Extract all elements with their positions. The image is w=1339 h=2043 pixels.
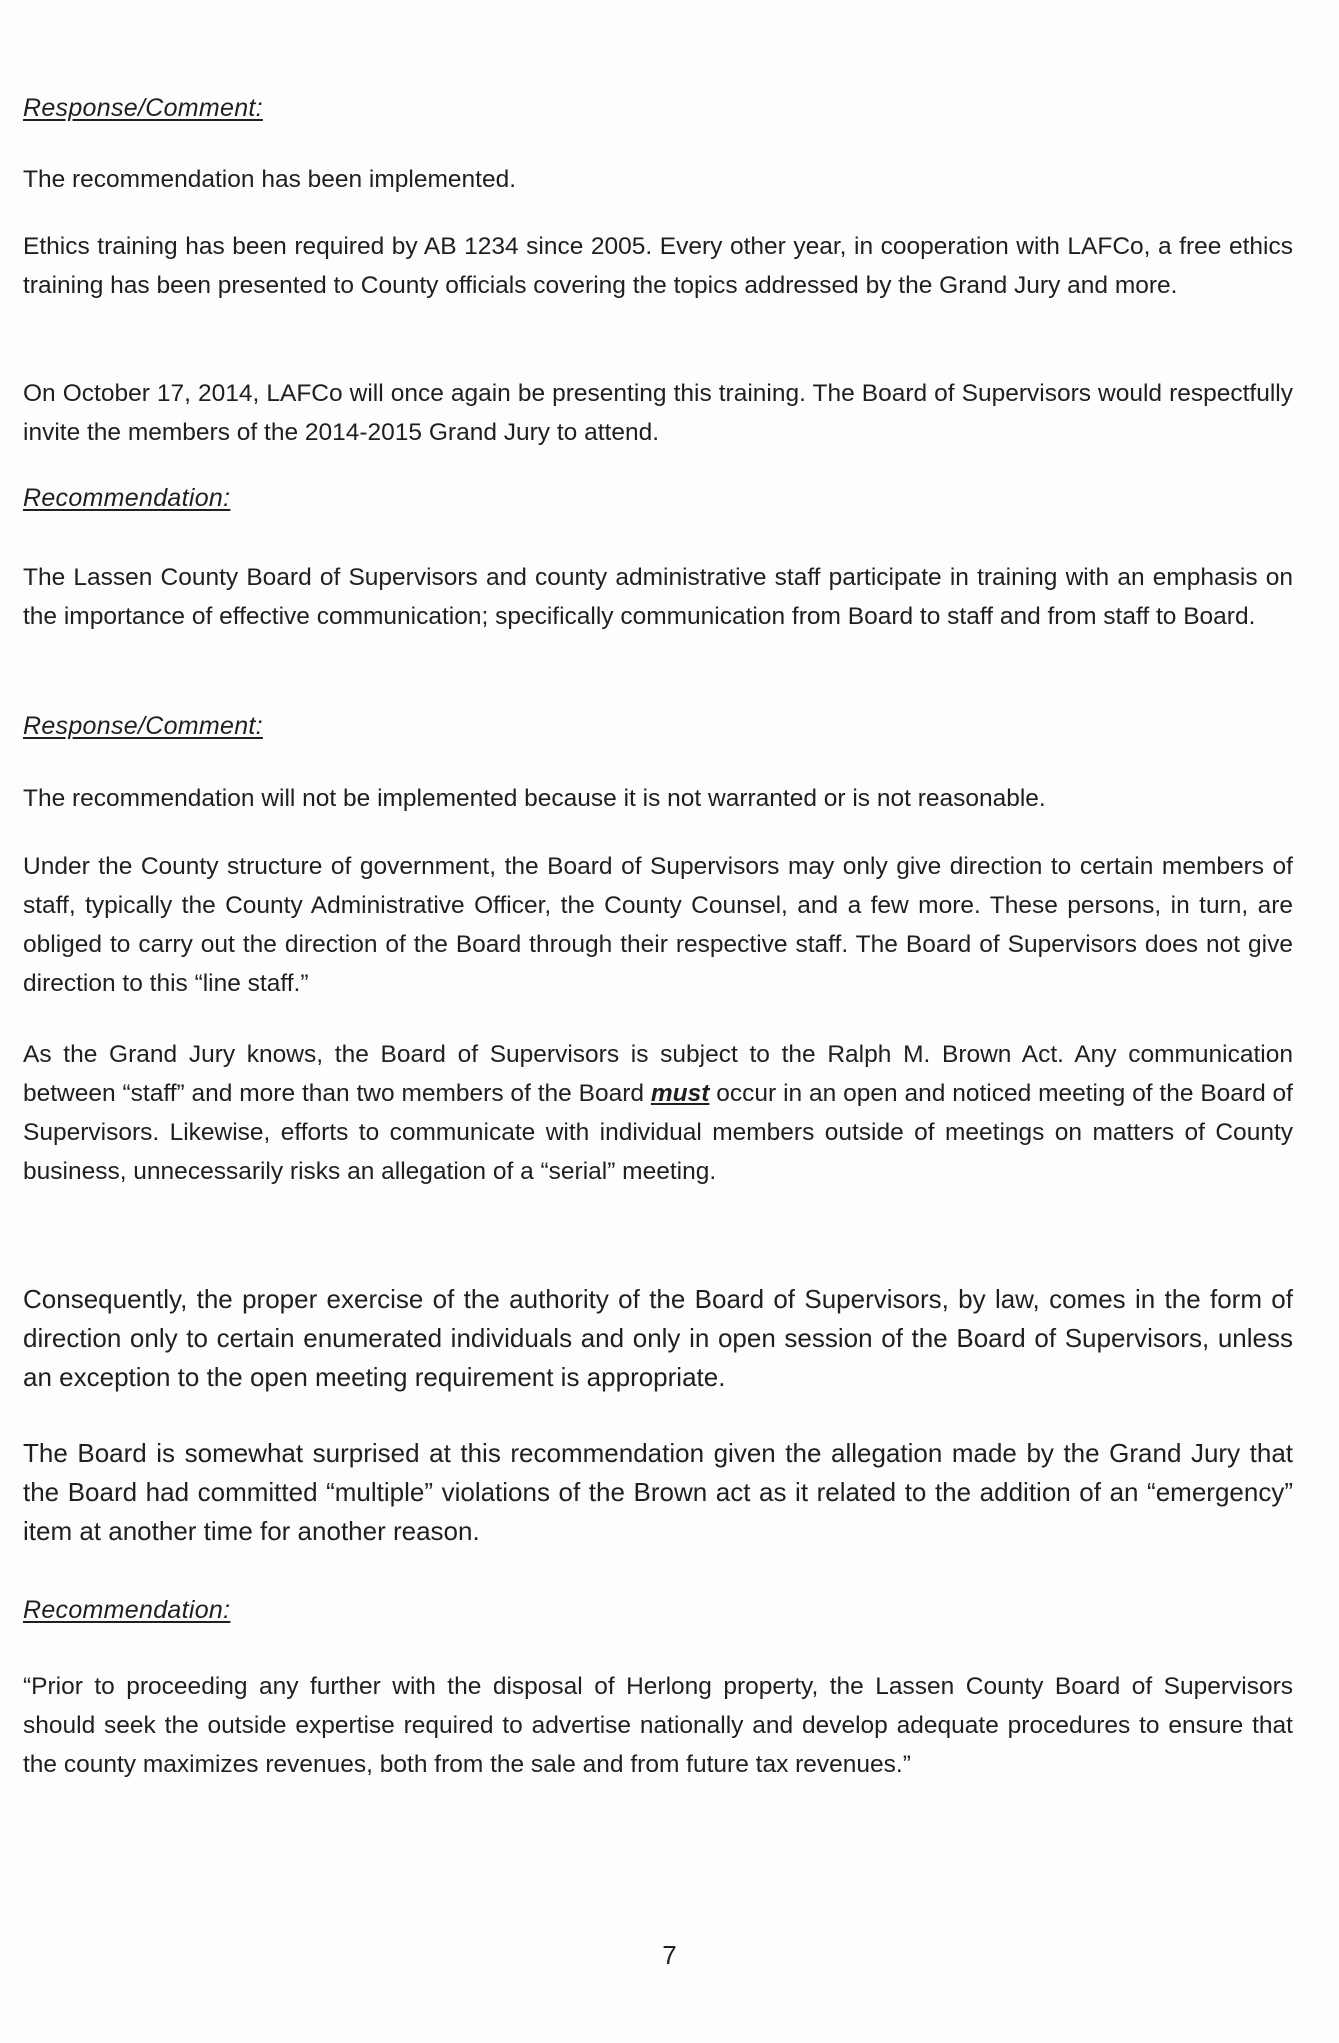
paragraph-not-implemented: The recommendation will not be implemented because it is not warranted or is not reasonable. (23, 785, 1046, 812)
recommendation-heading-2: Recommendation: (23, 1596, 231, 1624)
paragraph-board-surprised: The Board is somewhat surprised at this recommendation given the allegation made by the Grand Jury that the Board had committed “multiple” violations of the Brown act as it related to the addition of an “emergency” item at another time for another reason. (23, 1438, 1293, 1546)
paragraph-herlong-property: “Prior to proceeding any further with the disposal of Herlong property, the Lassen County Board of Supervisors should seek the outside expertise required to advertise nationally and develop adequate procedures to ensure that the county maximizes revenues, both from the sale and from future tax revenues.” (23, 1673, 1293, 1778)
paragraph-county-structure: Under the County structure of government, the Board of Supervisors may only give direction to certain members of staff, typically the County Administrative Officer, the County Counsel, and a few more. These persons, in turn, are obliged to carry out the direction of the Board through their respective staff. The Board of Supervisors does not give direction to this “line staff.” (23, 853, 1293, 997)
page-number: 7 (662, 1940, 677, 1970)
response-comment-heading: Response/Comment: (23, 94, 263, 122)
recommendation-heading: Recommendation: (23, 484, 231, 512)
brown-act-text-before: As the Grand Jury knows, the Board of Supervisors is subject to the Ralph M. Brown Act. Any communication between “staff” and more than two members of the Board (23, 1041, 1293, 1107)
paragraph-brown-act (23, 1035, 1293, 1191)
response-comment-heading-2: Response/Comment: (23, 712, 263, 740)
paragraph-ethics-training: Ethics training has been required by AB 1234 since 2005. Every other year, in cooperation with LAFCo, a free ethics training has been presented to County officials covering the topics addressed by the Grand Jury and more. (23, 233, 1293, 299)
brown-act-emphasis: must (650, 1080, 710, 1107)
paragraph-implemented: The recommendation has been implemented. (23, 166, 517, 193)
brown-act-text-after: occur in an open and noticed meeting of the Board of Supervisors. Likewise, efforts to communicate with individual members outside of meetings on matters of County business, unnecessarily risks an allegation of a “serial” meeting. (23, 1080, 1293, 1185)
paragraph-consequently: Consequently, the proper exercise of the authority of the Board of Supervisors, by law, comes in the form of direction only to certain enumerated individuals and only in open session of the Board of Supervisors, unless an exception to the open meeting requirement is appropriate. (23, 1284, 1293, 1392)
paragraph-lassen-training: The Lassen County Board of Supervisors and county administrative staff participate in training with an emphasis on the importance of effective communication; specifically communication from Board to staff and from staff to Board. (23, 564, 1293, 630)
paragraph-october-training: On October 17, 2014, LAFCo will once again be presenting this training. The Board of Supervisors would respectfully invite the members of the 2014-2015 Grand Jury to attend. (23, 380, 1293, 446)
